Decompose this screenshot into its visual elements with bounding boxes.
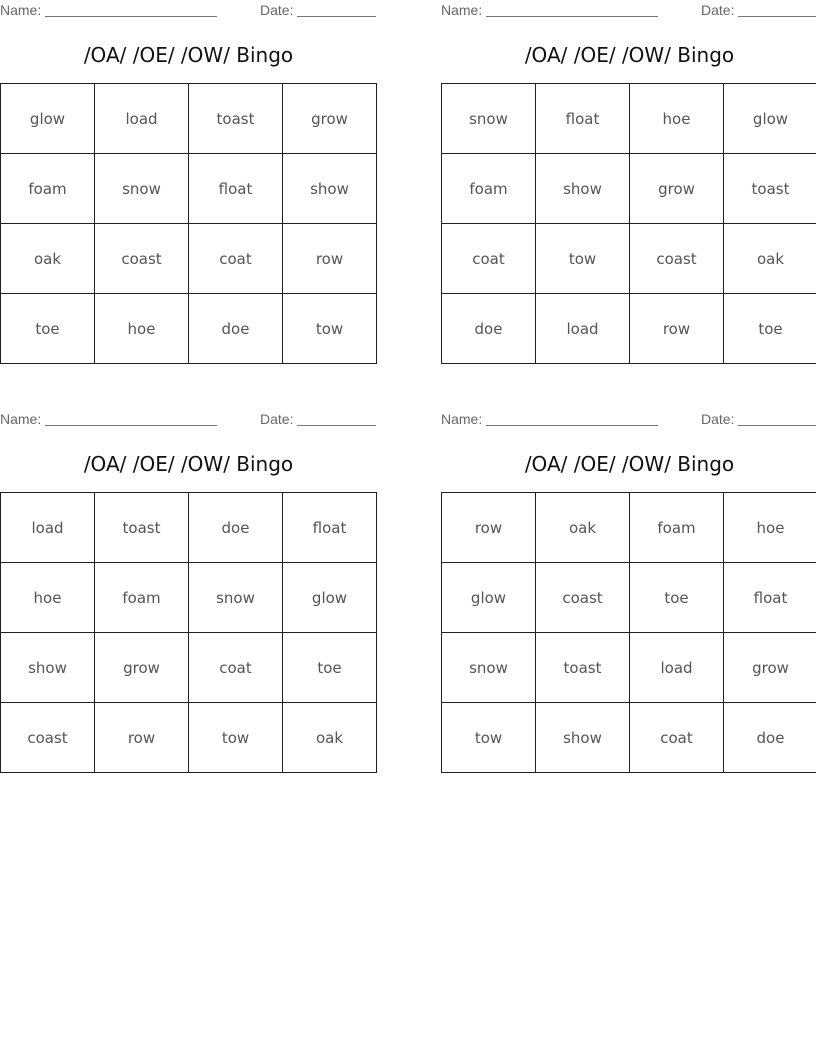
bingo-cell[interactable]: grow [724, 633, 816, 703]
date-blank-line[interactable] [738, 425, 816, 426]
bingo-cell[interactable]: row [95, 703, 189, 773]
date-blank-line[interactable] [297, 16, 376, 17]
bingo-cell[interactable]: show [1, 633, 95, 703]
bingo-cell[interactable]: float [283, 493, 377, 563]
bingo-cell[interactable]: row [630, 294, 724, 364]
bingo-cell[interactable]: float [536, 84, 630, 154]
bingo-grid [441, 83, 816, 364]
bingo-row [1, 84, 377, 154]
bingo-cell[interactable]: show [536, 154, 630, 224]
bingo-cell[interactable]: toast [724, 154, 816, 224]
bingo-cell[interactable]: float [724, 563, 816, 633]
bingo-cell[interactable]: load [1, 493, 95, 563]
bingo-cell[interactable]: toast [189, 84, 283, 154]
bingo-cell[interactable]: glow [283, 563, 377, 633]
bingo-cell[interactable]: grow [95, 633, 189, 703]
bingo-cell[interactable]: row [283, 224, 377, 294]
bingo-cell[interactable]: load [95, 84, 189, 154]
bingo-cell[interactable]: load [630, 633, 724, 703]
bingo-cell[interactable]: snow [189, 563, 283, 633]
bingo-cell[interactable]: toe [630, 563, 724, 633]
bingo-row [1, 633, 377, 703]
bingo-grid [0, 492, 377, 773]
bingo-cell[interactable]: foam [1, 154, 95, 224]
bingo-row [442, 154, 816, 224]
bingo-cell[interactable]: hoe [95, 294, 189, 364]
name-date-row [441, 409, 816, 429]
bingo-cell[interactable]: tow [283, 294, 377, 364]
bingo-cell[interactable]: toast [95, 493, 189, 563]
bingo-row [442, 84, 816, 154]
bingo-cell[interactable]: oak [536, 493, 630, 563]
date-label: Date: [260, 411, 294, 427]
bingo-card [0, 0, 375, 338]
bingo-row [1, 224, 377, 294]
bingo-cell[interactable]: glow [442, 563, 536, 633]
bingo-cell[interactable]: hoe [1, 563, 95, 633]
date-label: Date: [701, 2, 735, 18]
name-blank-line[interactable] [486, 16, 658, 17]
bingo-card [0, 409, 375, 747]
bingo-cell[interactable]: coat [189, 224, 283, 294]
bingo-cell[interactable]: show [283, 154, 377, 224]
name-date-row [441, 0, 816, 20]
bingo-cell[interactable]: snow [442, 633, 536, 703]
bingo-cell[interactable]: doe [189, 294, 283, 364]
name-blank-line[interactable] [45, 425, 217, 426]
name-label: Name: [0, 2, 42, 18]
bingo-cell[interactable]: coast [95, 224, 189, 294]
bingo-cell[interactable]: foam [95, 563, 189, 633]
name-blank-line[interactable] [486, 425, 658, 426]
date-blank-line[interactable] [297, 425, 376, 426]
bingo-cell[interactable]: foam [442, 154, 536, 224]
bingo-row [1, 703, 377, 773]
bingo-cell[interactable]: toast [536, 633, 630, 703]
bingo-cell[interactable]: coast [1, 703, 95, 773]
bingo-cell[interactable]: coast [536, 563, 630, 633]
card-title: /OA/ /OE/ /OW/ Bingo [524, 452, 735, 476]
bingo-row [442, 563, 816, 633]
bingo-cell[interactable]: coast [630, 224, 724, 294]
card-title: /OA/ /OE/ /OW/ Bingo [83, 43, 294, 67]
bingo-row [442, 493, 816, 563]
bingo-cell[interactable]: float [189, 154, 283, 224]
bingo-cell[interactable]: doe [724, 703, 816, 773]
name-label: Name: [441, 2, 483, 18]
bingo-row [442, 703, 816, 773]
bingo-cell[interactable]: coat [442, 224, 536, 294]
bingo-row [442, 633, 816, 703]
bingo-card [441, 0, 816, 338]
bingo-cell[interactable]: glow [1, 84, 95, 154]
bingo-cell[interactable]: snow [95, 154, 189, 224]
bingo-cell[interactable]: row [442, 493, 536, 563]
bingo-row [1, 563, 377, 633]
date-label: Date: [701, 411, 735, 427]
bingo-row [442, 224, 816, 294]
bingo-cell[interactable]: toe [1, 294, 95, 364]
bingo-cell[interactable]: doe [442, 294, 536, 364]
bingo-cell[interactable]: grow [283, 84, 377, 154]
bingo-cell[interactable]: load [536, 294, 630, 364]
name-blank-line[interactable] [45, 16, 217, 17]
bingo-cell[interactable]: oak [283, 703, 377, 773]
bingo-cell[interactable]: snow [442, 84, 536, 154]
bingo-cell[interactable]: show [536, 703, 630, 773]
bingo-cell[interactable]: coat [189, 633, 283, 703]
bingo-cell[interactable]: doe [189, 493, 283, 563]
bingo-cell[interactable]: coat [630, 703, 724, 773]
bingo-cell[interactable]: tow [536, 224, 630, 294]
bingo-cell[interactable]: foam [630, 493, 724, 563]
bingo-row [1, 294, 377, 364]
bingo-cell[interactable]: oak [1, 224, 95, 294]
bingo-cell[interactable]: hoe [724, 493, 816, 563]
card-title: /OA/ /OE/ /OW/ Bingo [83, 452, 294, 476]
name-label: Name: [0, 411, 42, 427]
date-blank-line[interactable] [738, 16, 816, 17]
bingo-cell[interactable]: tow [442, 703, 536, 773]
bingo-cell[interactable]: toe [283, 633, 377, 703]
bingo-cell[interactable]: hoe [630, 84, 724, 154]
bingo-grid [0, 83, 377, 364]
bingo-cell[interactable]: toe [724, 294, 816, 364]
card-title: /OA/ /OE/ /OW/ Bingo [524, 43, 735, 67]
bingo-row [1, 154, 377, 224]
bingo-grid [441, 492, 816, 773]
bingo-cell[interactable]: glow [724, 84, 816, 154]
bingo-row [442, 294, 816, 364]
date-label: Date: [260, 2, 294, 18]
name-date-row [0, 0, 375, 20]
name-date-row [0, 409, 375, 429]
bingo-card [441, 409, 816, 747]
bingo-cell[interactable]: oak [724, 224, 816, 294]
name-label: Name: [441, 411, 483, 427]
bingo-row [1, 493, 377, 563]
bingo-cell[interactable]: grow [630, 154, 724, 224]
bingo-cell[interactable]: tow [189, 703, 283, 773]
